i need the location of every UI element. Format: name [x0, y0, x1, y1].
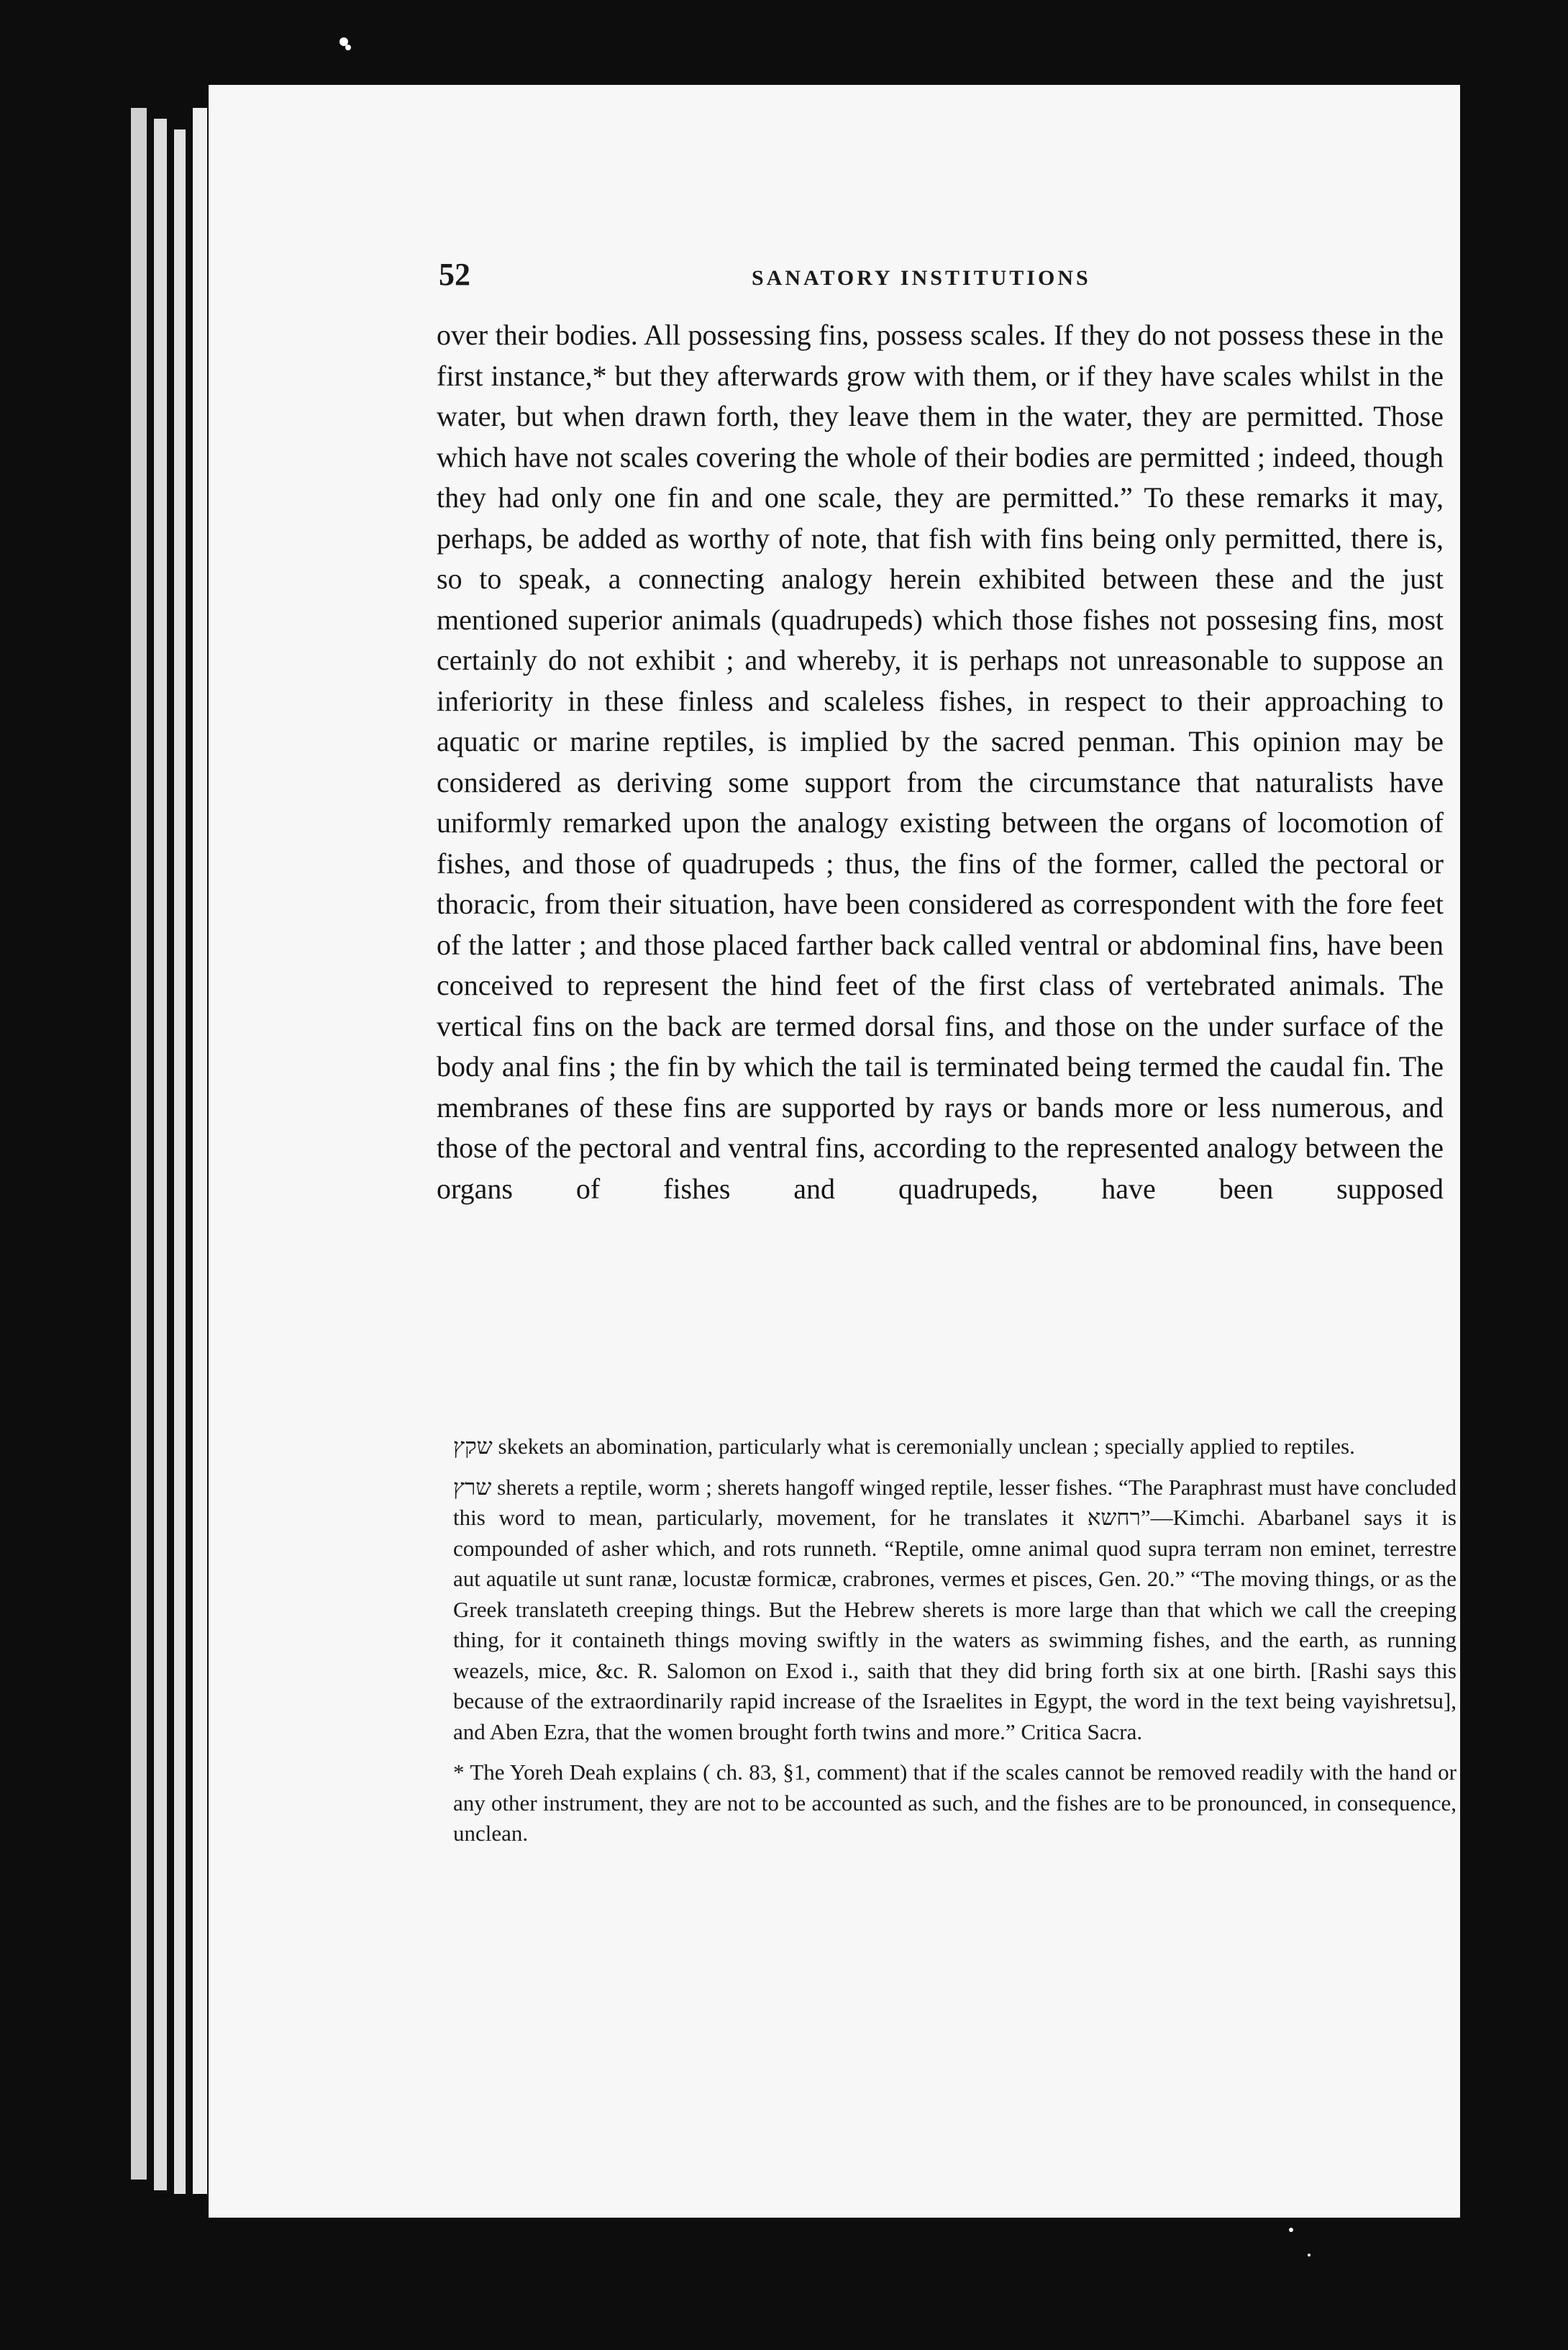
footnote-shekets: שקץ skekets an abomination, particularly what is ceremonially unclean ; specially applied to reptiles. [453, 1434, 1355, 1459]
body-paragraph: over their bodies. All possessing fins, possess scales. If they do not possess these in the first instance,* but they afterwards grow with them, or if they have scales whilst in the water, but when drawn forth, they leave them in the water, they are permitted. Those which have not scales covering the whole of their bodies are permitted ; indeed, though they had only one fin and one scale, they are permitted.” To these remarks it may, perhaps, be added as worthy of note, that fish with fins being only permitted, there is, so to speak, a connecting analogy herein exhibited between these and the just mentioned superior animals (quadrupeds) which those fishes not possesing fins, most certainly do not exhibit ; and whereby, it is perhaps not unreasonable to suppose an inferiority in these finless and scaleless fishes, in respect to their approaching to aquatic or marine reptiles, is implied by the sacred penman. This opinion may be considered as deriving some support from the circumstance that naturalists have uniformly remarked upon the analogy existing between the organs of locomotion of fishes, and those of quadrupeds ; thus, the fins of the former, called the pectoral or thoracic, from their situation, have been considered as correspondent with the fore feet of the latter ; and those placed farther back called ventral or abdominal fins, have been conceived to represent the hind feet of the first class of vertebrated animals. The vertical fins on the back are termed dorsal fins, and those on the under surface of the body anal fins ; the fin by which the tail is terminated being termed the caudal fin. The membranes of these fins are supported by rays or bands more or less numerous, and those of the pectoral and ventral fins, according to the represented analogy between the organs of fishes and quadrupeds, have been supposed [437, 319, 1444, 1205]
stacked-page-edge [154, 119, 167, 2190]
stacked-page-edge [174, 129, 186, 2194]
page-header [439, 256, 1273, 299]
scan-speck [1289, 2228, 1293, 2232]
body-text [437, 315, 1444, 1209]
footnote-yoreh-deah: * The Yoreh Deah explains ( ch. 83, §1, comment) that if the scales cannot be removed readily with the hand or any other instrument, they are not to be accounted as such, and the fishes are to be pronounced, in consequence, unclean. [453, 1759, 1457, 1846]
stacked-page-edge [131, 108, 147, 2180]
stacked-page-edge [193, 108, 207, 2194]
page-number: 52 [439, 257, 470, 292]
running-head: SANATORY INSTITUTIONS [752, 266, 1091, 290]
scan-speck [1308, 2254, 1311, 2256]
scan-speck [345, 45, 351, 50]
footnote-sherets: שרץ sherets a reptile, worm ; sherets hangoff winged reptile, lesser fishes. “The Paraphrast must have concluded this word to mean, particularly, movement, for he translates it רחשא”—Kimchi. Abarbanel says it is compounded of asher which, and rots runneth. “Reptile, omne animal quod supra terram non eminet, terrestre aut aquatile ut sunt ranæ, locustæ formicæ, crabrones, vermes et pisces, Gen. 20.” “The moving things, or as the Greek translateth creeping things. But the Hebrew sherets is more large than that which we call the creeping thing, for it containeth things moving swiftly in the waters as swimming fishes, and the earth, as running weazels, mice, &c. R. Salomon on Exod i., saith that they did bring forth six at one birth. [Rashi says this because of the extraordinarily rapid increase of the Israelites in Egypt, the word in the text being vayishretsu], and Aben Ezra, that the women brought forth twins and more.” Critica Sacra. [453, 1474, 1457, 1744]
footnotes [453, 1431, 1457, 1859]
scan-speck [339, 37, 348, 46]
